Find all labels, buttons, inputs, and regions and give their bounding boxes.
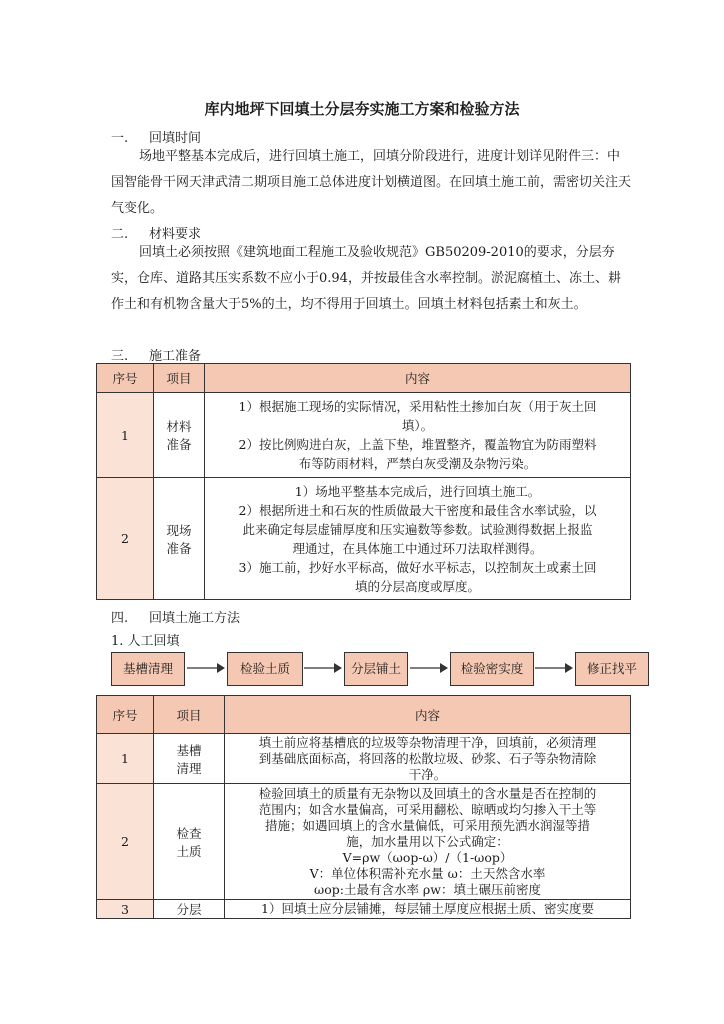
section-1-paragraph — [111, 144, 631, 222]
header-item: 项目 — [154, 364, 205, 393]
arrow-right-icon — [535, 662, 573, 674]
content-line: 理通过，在具体施工中通过环刀法取样测得。 — [292, 540, 543, 556]
row-content — [225, 734, 631, 784]
table-row — [97, 478, 631, 600]
row-item-line: 材料 — [166, 419, 192, 434]
content-line: V：单位体积需补充水量 ω：土天然含水率 — [309, 865, 546, 881]
row-content — [205, 393, 631, 478]
content-line: 干净。 — [408, 766, 447, 782]
document-title: 库内地坪下回填土分层夯实施工方案和检验方法 — [204, 100, 520, 118]
section-2-number: 二. — [111, 227, 129, 242]
section-2-label: 材料要求 — [149, 227, 202, 242]
row-number: 3 — [97, 900, 154, 919]
row-item-line: 准备 — [166, 540, 192, 556]
header-item: 项目 — [154, 696, 225, 734]
section-3-number: 三. — [111, 349, 129, 364]
backfill-method-table — [96, 695, 631, 919]
row-item — [154, 734, 225, 784]
row-item-line: 基槽 — [176, 742, 202, 758]
content-line: 填）。 — [401, 418, 434, 433]
arrow-right-icon — [410, 662, 448, 674]
row-content — [205, 478, 631, 600]
row-item-line: 检查 — [176, 825, 202, 841]
content-line: 2）按比例购进白灰，上盖下垫，堆置整齐，覆盖物宜为防雨塑料 — [238, 437, 597, 452]
content-line: 填的分层高度或厚度。 — [354, 578, 480, 594]
section-2-paragraph — [111, 240, 631, 318]
row-number: 1 — [97, 393, 154, 478]
content-line: 此来确定每层虚铺厚度和压实遍数等参数。试验测得数据上报监 — [242, 521, 593, 537]
section-1-label: 回填时间 — [149, 131, 202, 146]
row-item-line: 清理 — [176, 760, 202, 776]
content-line: 措施；如遇回填上的含水量偏低，可采用预先洒水润湿等措 — [264, 817, 590, 833]
row-item-line: 准备 — [166, 437, 192, 452]
content-line: 检验回填土的质量有无杂物以及回填土的含水量是否在控制的 — [258, 785, 597, 801]
content-line: 填土前应将基槽底的垃圾等杂物清理干净，回填前，必须清理 — [258, 734, 597, 750]
header-content: 内容 — [205, 364, 631, 393]
row-item — [154, 393, 205, 478]
subsection-manual-backfill: 1. 人工回填 — [111, 634, 180, 649]
content-line: 1）场地平整基本完成后，进行回填土施工。 — [294, 483, 541, 499]
content-line: 到基础底面标高，将回落的松散垃圾、砂浆、石子等杂物清除 — [258, 750, 597, 766]
table-row — [97, 393, 631, 478]
row-number: 1 — [97, 734, 154, 784]
formula-line: V=ρw（ωop-ω）/（1-ωop） — [342, 849, 513, 865]
section-2-text: 回填土必须按照《建筑地面工程施工及验收规范》GB50209-2010的要求，分层夯实，仓库、道路其压实系数不应小于0.94，并按最佳含水率控制。淤泥腐植土、冻土、耕作土和有机物含量大于5%的土，均不得用于回填土。回填土材料包括素土和灰土。 — [111, 245, 621, 312]
preparation-table — [96, 363, 631, 600]
content-line: 3）施工前，抄好水平标高，做好水平标志，以控制灰土或素土回 — [238, 559, 597, 575]
content-line: 1）根据施工现场的实际情况，采用粘性土掺加白灰（用于灰土回 — [238, 399, 597, 414]
section-1-number: 一. — [111, 131, 129, 146]
arrow-right-icon — [304, 662, 342, 674]
table-header-row — [97, 696, 631, 734]
row-number: 2 — [97, 784, 154, 900]
row-content — [225, 784, 631, 900]
section-3-heading — [111, 345, 201, 364]
row-item: 分层 — [154, 900, 225, 919]
arrow-right-icon — [187, 662, 225, 674]
content-line: 范围内；如含水量偏高，可采用翻松、晾晒或均匀掺入干土等 — [258, 801, 597, 817]
table-row — [97, 784, 631, 900]
content-line: 1）回填土应分层铺摊，每层铺土厚度应根据土质、密实度要 — [261, 901, 594, 916]
flow-step: 修正找平 — [575, 652, 649, 686]
content-line: ωop:土最有含水率 ρw：填土碾压前密度 — [314, 881, 541, 897]
section-1-text: 场地平整基本完成后，进行回填土施工，回填分阶段进行，进度计划详见附件三：中国智能骨干网天津武清二期项目施工总体进度计划横道图。在回填土施工前，需密切关注天气变化。 — [111, 149, 632, 216]
flow-step: 检验密实度 — [450, 652, 534, 686]
process-flow — [111, 652, 637, 686]
header-content: 内容 — [225, 696, 631, 734]
row-item-line: 土质 — [176, 843, 202, 859]
row-item-line: 现场 — [166, 522, 192, 538]
section-3-label: 施工准备 — [149, 349, 202, 364]
section-4-heading — [111, 607, 240, 626]
flow-step: 分层铺土 — [344, 652, 408, 686]
content-line: 施，加水量用以下公式确定： — [346, 833, 509, 849]
table-header-row — [97, 364, 631, 393]
table-row — [97, 734, 631, 784]
row-item — [154, 784, 225, 900]
content-line: 2）根据所进土和石灰的性质做最大干密度和最佳含水率试验，以 — [238, 502, 597, 518]
header-no: 序号 — [97, 696, 154, 734]
row-number: 2 — [97, 478, 154, 600]
section-4-label: 回填土施工方法 — [149, 611, 241, 626]
row-content — [225, 900, 631, 919]
content-line: 布等防雨材料，严禁白灰受潮及杂物污染。 — [298, 456, 537, 471]
section-4-number: 四. — [111, 611, 129, 626]
header-no: 序号 — [97, 364, 154, 393]
table-row — [97, 900, 631, 919]
row-item — [154, 478, 205, 600]
flow-step: 检验土质 — [227, 652, 303, 686]
flow-step: 基槽清理 — [111, 652, 185, 686]
